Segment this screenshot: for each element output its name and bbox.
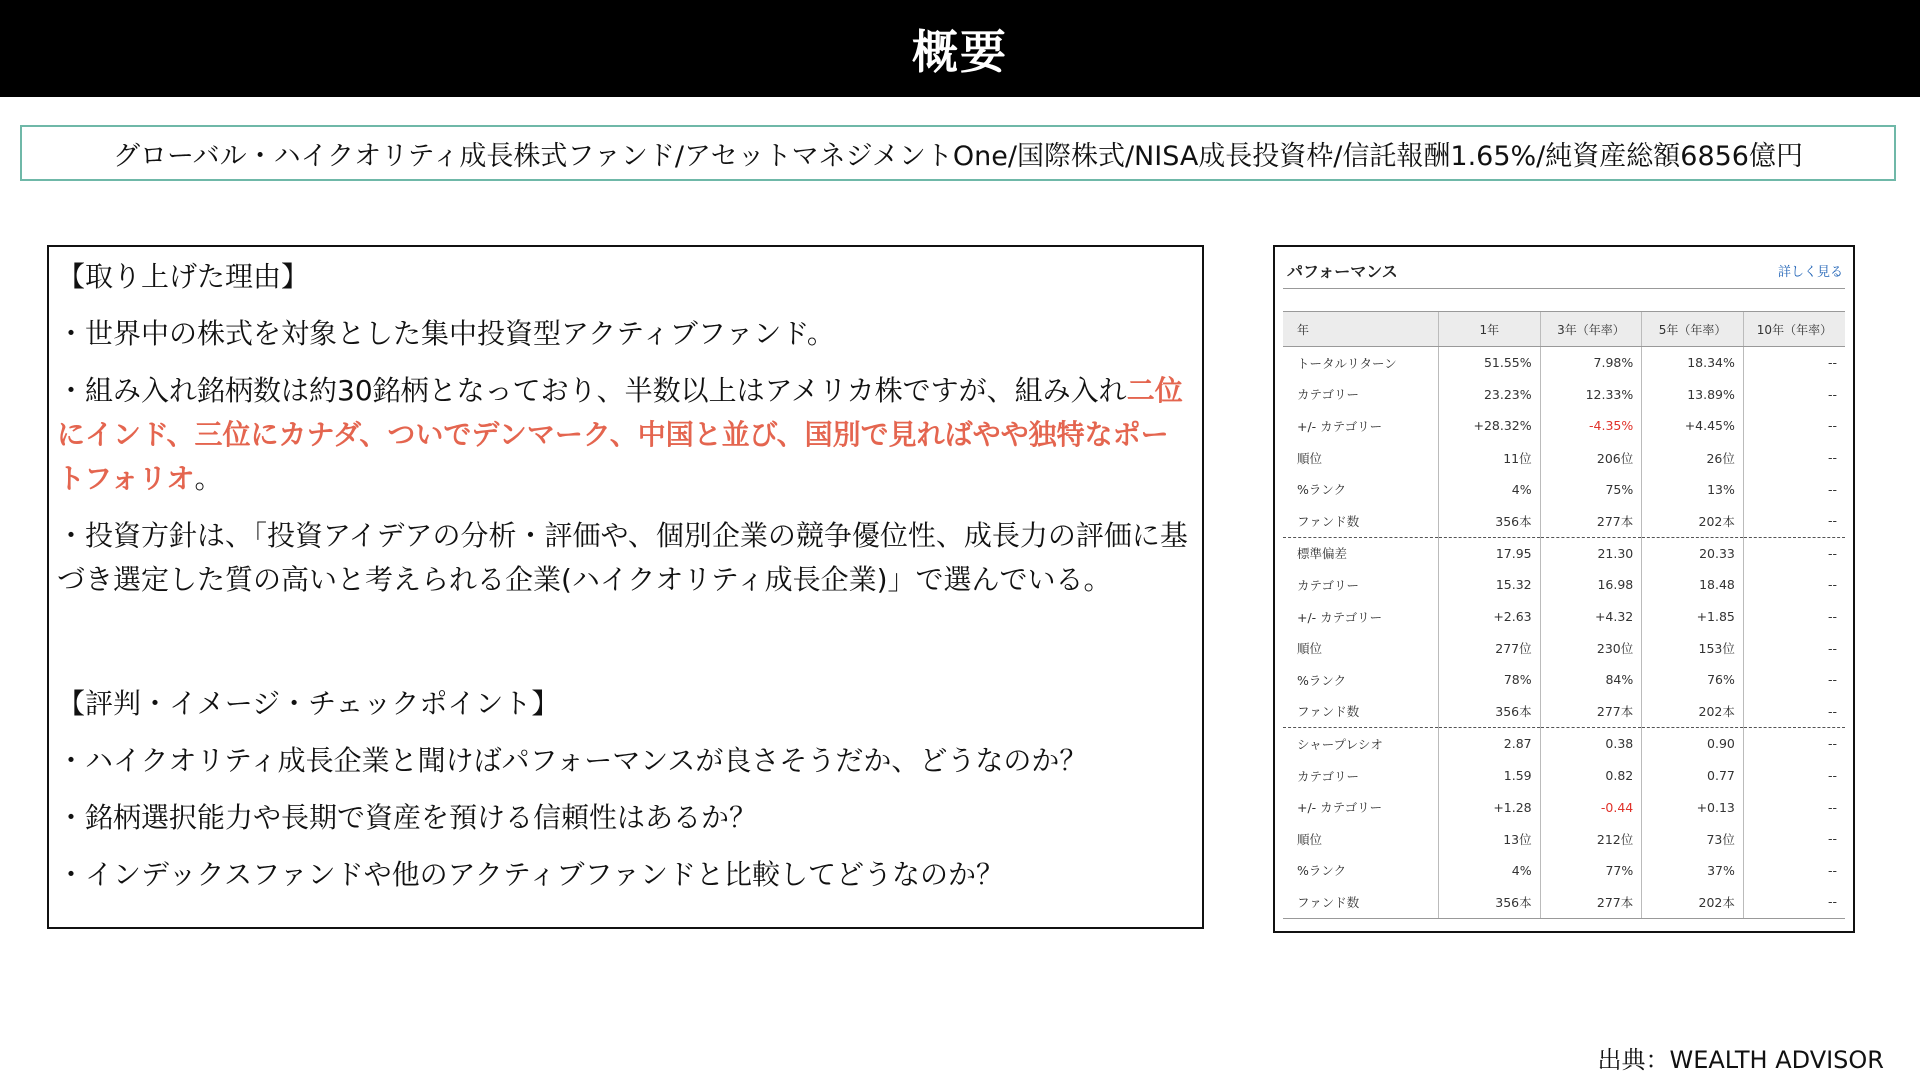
checkpoint-item-2: ・銘柄選択能力や長期で資産を預ける信頼性はあるか？ [57, 801, 758, 834]
table-cell: 84% [1540, 664, 1642, 696]
table-cell: 202本 [1642, 886, 1744, 918]
reason-item-2-highlight: 二位にインド、三位にカナダ、ついでデンマーク、中国と並び、国別で見ればやや独特なポートフォリオ [57, 374, 1183, 495]
table-row [1283, 696, 1845, 728]
table-cell: 0.38 [1540, 728, 1642, 760]
table-cell: 18.48 [1642, 569, 1744, 601]
table-cell: -- [1743, 410, 1845, 442]
row-label: +/- カテゴリー [1297, 800, 1383, 816]
table-cell: 202本 [1642, 505, 1744, 537]
row-label: 順位 [1297, 450, 1323, 466]
table-row [1283, 473, 1845, 505]
table-cell: 21.30 [1540, 537, 1642, 569]
row-label: ファンド数 [1297, 704, 1360, 720]
table-cell: -- [1743, 632, 1845, 664]
table-cell: 7.98% [1540, 347, 1642, 379]
table-cell: 78% [1439, 664, 1541, 696]
table-row [1283, 823, 1845, 855]
row-label: +/- カテゴリー [1297, 418, 1383, 434]
performance-table-body [1283, 347, 1845, 919]
table-cell: -- [1743, 537, 1845, 569]
table-cell: -- [1743, 728, 1845, 760]
table-cell: 206位 [1540, 442, 1642, 474]
table-row [1283, 664, 1845, 696]
row-label: %ランク [1297, 482, 1347, 498]
performance-header [1283, 259, 1845, 289]
table-cell: -- [1743, 569, 1845, 601]
performance-table [1283, 311, 1845, 919]
table-cell: 77% [1540, 855, 1642, 887]
column-header: 10年（年率） [1743, 312, 1845, 347]
table-cell: 15.32 [1439, 569, 1541, 601]
table-cell: -- [1743, 664, 1845, 696]
table-cell: -- [1743, 855, 1845, 887]
table-cell: 153位 [1642, 632, 1744, 664]
table-cell: +1.85 [1642, 601, 1744, 633]
table-cell: 4% [1439, 855, 1541, 887]
row-label: %ランク [1297, 863, 1347, 879]
table-cell: 0.77 [1642, 760, 1744, 792]
table-cell: +2.63 [1439, 601, 1541, 633]
row-label: %ランク [1297, 672, 1347, 688]
table-cell: 202本 [1642, 696, 1744, 728]
table-cell: -- [1743, 886, 1845, 918]
table-row [1283, 442, 1845, 474]
table-row [1283, 728, 1845, 760]
table-cell: 2.87 [1439, 728, 1541, 760]
table-cell: +0.13 [1642, 791, 1744, 823]
table-cell: 26位 [1642, 442, 1744, 474]
table-cell: -- [1743, 379, 1845, 411]
table-cell: 16.98 [1540, 569, 1642, 601]
table-cell: 13位 [1439, 823, 1541, 855]
table-cell: 356本 [1439, 886, 1541, 918]
row-label: 順位 [1297, 831, 1323, 847]
table-cell: 17.95 [1439, 537, 1541, 569]
fund-summary-bar [20, 125, 1896, 181]
column-header: 1年 [1439, 312, 1541, 347]
table-cell: +4.32 [1540, 601, 1642, 633]
table-cell: 13% [1642, 473, 1744, 505]
table-row [1283, 569, 1845, 601]
table-row [1283, 760, 1845, 792]
row-label: シャープレシオ [1283, 728, 1439, 760]
checkpoint-item-3: ・インデックスファンドや他のアクティブファンドと比較してどうなのか？ [57, 858, 1004, 891]
performance-panel [1273, 245, 1855, 933]
table-row [1283, 886, 1845, 918]
reason-item-3: ・投資方針は、「投資アイデアの分析・評価や、個別企業の競争優位性、成長力の評価に基づき選定した質の高いと考えられる企業(ハイクオリティ成長企業)」で選んでいる。 [57, 519, 1188, 596]
table-cell: 11位 [1439, 442, 1541, 474]
checkpoint-item-1: ・ハイクオリティ成長企業と聞けばパフォーマンスが良さそうだか、どうなのか？ [57, 744, 1088, 777]
row-label: 標準偏差 [1283, 537, 1439, 569]
table-row [1283, 410, 1845, 442]
table-cell: -- [1743, 505, 1845, 537]
table-cell: 13.89% [1642, 379, 1744, 411]
table-row [1283, 855, 1845, 887]
table-row [1283, 632, 1845, 664]
table-cell: 75% [1540, 473, 1642, 505]
table-cell: 37% [1642, 855, 1744, 887]
table-cell: +28.32% [1439, 410, 1541, 442]
row-label: トータルリターン [1297, 355, 1397, 371]
reason-item-2 [57, 369, 1192, 501]
column-header: 5年（年率） [1642, 312, 1744, 347]
table-cell: 76% [1642, 664, 1744, 696]
checkpoints-heading: 【評判・イメージ・チェックポイント】 [57, 687, 560, 720]
table-cell: 0.90 [1642, 728, 1744, 760]
performance-title: パフォーマンス [1287, 262, 1398, 281]
table-row [1283, 537, 1845, 569]
table-row [1283, 601, 1845, 633]
page-header [0, 0, 1920, 97]
row-label: カテゴリー [1297, 768, 1360, 784]
reason-item-1: ・世界中の株式を対象とした集中投資型アクティブファンド。 [57, 317, 835, 350]
column-header: 3年（年率） [1540, 312, 1642, 347]
table-cell: 1.59 [1439, 760, 1541, 792]
reason-item-2-tail: 。 [194, 462, 223, 495]
column-header: 年 [1283, 312, 1439, 347]
row-label: 順位 [1297, 641, 1323, 657]
table-row [1283, 505, 1845, 537]
table-cell: 356本 [1439, 696, 1541, 728]
table-cell: 356本 [1439, 505, 1541, 537]
table-cell: 23.23% [1439, 379, 1541, 411]
table-header-row [1283, 312, 1845, 347]
source-credit: 出典：WEALTH ADVISOR [1597, 1046, 1884, 1074]
row-label: ファンド数 [1283, 886, 1439, 918]
table-cell: 230位 [1540, 632, 1642, 664]
table-cell: 277本 [1540, 696, 1642, 728]
fund-summary-text: グローバル・ハイクオリティ成長株式ファンド/アセットマネジメントOne/国際株式/NISA成長投資枠/信託報酬1.65%/純資産総額6856億円 [112, 140, 1803, 172]
table-cell: 277本 [1540, 505, 1642, 537]
table-row [1283, 791, 1845, 823]
table-cell: 20.33 [1642, 537, 1744, 569]
row-label: カテゴリー [1297, 577, 1360, 593]
table-cell: 51.55% [1439, 347, 1541, 379]
table-cell: 12.33% [1540, 379, 1642, 411]
table-cell: -4.35% [1540, 410, 1642, 442]
table-cell: 277本 [1540, 886, 1642, 918]
table-row [1283, 347, 1845, 379]
reasons-heading: 【取り上げた理由】 [57, 260, 310, 293]
page-title: 概要 [912, 24, 1008, 79]
table-cell: -- [1743, 760, 1845, 792]
table-cell: 73位 [1642, 823, 1744, 855]
table-cell: +1.28 [1439, 791, 1541, 823]
table-cell: +4.45% [1642, 410, 1744, 442]
table-cell: -- [1743, 601, 1845, 633]
table-row [1283, 379, 1845, 411]
table-cell: -- [1743, 696, 1845, 728]
table-cell: -0.44 [1540, 791, 1642, 823]
row-label: カテゴリー [1297, 387, 1360, 403]
table-cell: 212位 [1540, 823, 1642, 855]
table-cell: -- [1743, 823, 1845, 855]
table-cell: 18.34% [1642, 347, 1744, 379]
reason-panel [47, 245, 1204, 929]
table-cell: -- [1743, 791, 1845, 823]
row-label: ファンド数 [1297, 513, 1360, 529]
table-cell: -- [1743, 347, 1845, 379]
table-cell: 4% [1439, 473, 1541, 505]
table-cell: 0.82 [1540, 760, 1642, 792]
row-label: +/- カテゴリー [1297, 609, 1383, 625]
see-more-link[interactable]: 詳しく見る [1777, 265, 1843, 280]
table-cell: 277位 [1439, 632, 1541, 664]
table-cell: -- [1743, 442, 1845, 474]
reason-item-2-lead: ・組み入れ銘柄数は約30銘柄となっており、半数以上はアメリカ株ですが、組み入れ [57, 374, 1127, 407]
table-cell: -- [1743, 473, 1845, 505]
